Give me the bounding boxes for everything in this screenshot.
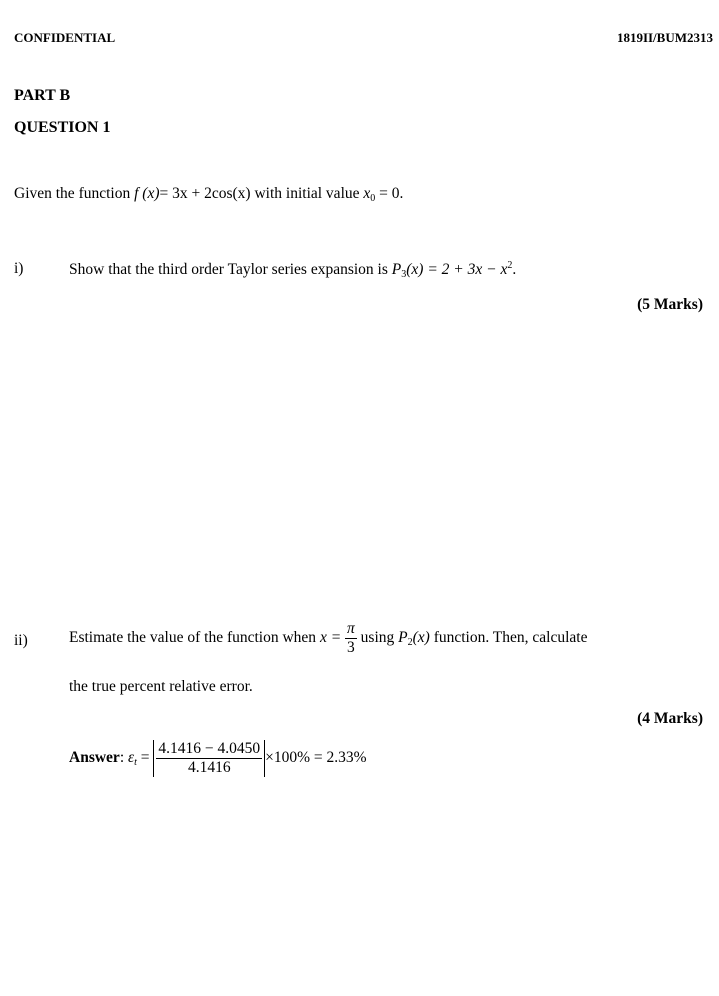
item2-x-eq: x = xyxy=(319,629,342,647)
frac-den: 3 xyxy=(345,638,357,657)
answer-colon: : xyxy=(119,749,125,767)
intro-text: Given the function xyxy=(14,185,131,202)
item2-line2: the true percent relative error. xyxy=(69,678,253,695)
item2-line1 xyxy=(69,620,587,657)
answer-tail: ×100% = 2.33% xyxy=(265,749,367,767)
item2-p-arg: (x) xyxy=(412,629,430,647)
item1-text: Show that the third order Taylor series expansion is xyxy=(69,261,388,278)
part-heading: PART B xyxy=(14,87,71,104)
item2-label: ii) xyxy=(14,632,28,649)
item2-p-var: P xyxy=(398,629,408,647)
item1-label: i) xyxy=(14,260,24,277)
eps-symbol: ε xyxy=(128,749,135,767)
item1-p-sup: 2 xyxy=(507,260,513,271)
error-fraction xyxy=(156,740,262,777)
error-den: 4.1416 xyxy=(156,758,262,777)
error-num: 4.1416 − 4.0450 xyxy=(158,740,261,757)
answer-eq: = xyxy=(140,749,150,767)
item2-text-before: Estimate the value of the function when xyxy=(69,629,317,647)
intro-mid: with initial value xyxy=(254,185,360,202)
answer-line xyxy=(69,740,367,777)
question-heading: QUESTION 1 xyxy=(14,119,111,136)
func-rhs: = 3x + 2cos(x) xyxy=(159,185,251,202)
header-right: 1819II/BUM2313 xyxy=(616,30,713,45)
answer-label: Answer xyxy=(69,749,120,767)
item1-period: . xyxy=(512,261,517,278)
func-lhs: f (x) xyxy=(134,185,160,202)
frac-num: π xyxy=(347,620,355,637)
item1-p-var: P xyxy=(391,261,402,278)
abs-value-bars xyxy=(153,740,265,777)
item2-text-after: function. Then, calculate xyxy=(433,629,588,647)
pi-over-3-fraction xyxy=(345,620,357,657)
item2-using: using xyxy=(360,629,395,647)
init-var: x xyxy=(363,185,371,202)
item2-marks: (4 Marks) xyxy=(637,710,703,727)
header-left: CONFIDENTIAL xyxy=(14,30,116,45)
intro-line xyxy=(14,185,403,204)
item1-p-rhs: (x) = 2 + 3x − x xyxy=(406,261,508,278)
item1-p-sub: 3 xyxy=(401,269,407,280)
item1-marks: (5 Marks) xyxy=(637,296,703,313)
intro-period: . xyxy=(399,185,404,202)
eps-sub: t xyxy=(134,757,137,769)
item2-p-sub: 2 xyxy=(407,637,413,649)
init-sub: 0 xyxy=(370,193,376,204)
init-val: = 0 xyxy=(379,185,400,202)
item1-line xyxy=(69,260,516,280)
